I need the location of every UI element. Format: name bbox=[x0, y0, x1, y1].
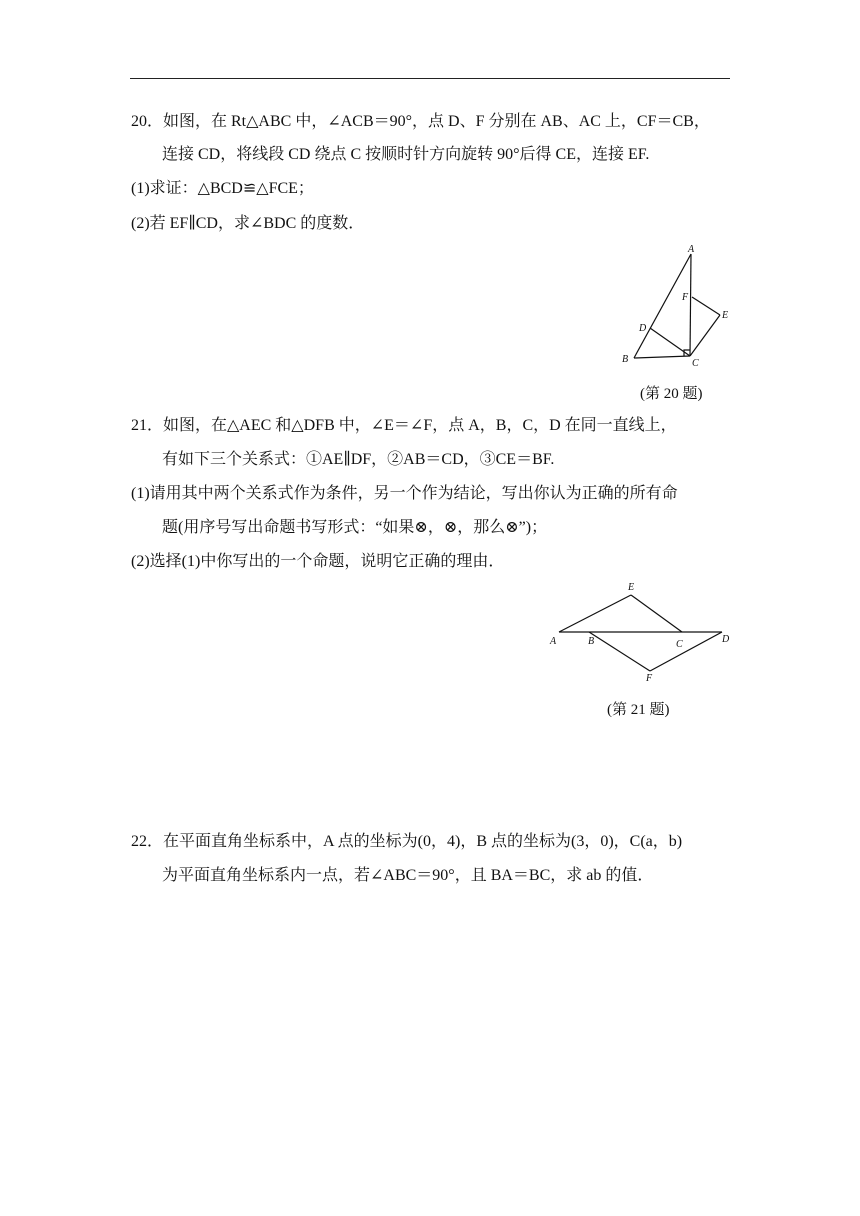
q20-label-d: D bbox=[639, 323, 647, 334]
q21-label-f: F bbox=[646, 673, 653, 684]
q21-part-1a: (1)请用其中两个关系式作为条件，另一个作为结论，写出你认为正确的所有命 bbox=[131, 485, 678, 502]
q21-label-a: A bbox=[550, 636, 557, 647]
q21-label-c: C bbox=[676, 639, 683, 650]
q20-figure bbox=[612, 242, 742, 372]
q21-label-e: E bbox=[628, 582, 635, 593]
q22-line-1: 22．在平面直角坐标系中，A 点的坐标为(0，4)，B 点的坐标为(3，0)，C(a，b) bbox=[131, 833, 683, 850]
q20-line-2: 连接 CD，将线段 CD 绕点 C 按顺时针方向旋转 90°后得 CE，连接 EF. bbox=[162, 146, 650, 163]
q21-line-1: 21．如图，在△AEC 和△DFB 中，∠E＝∠F，点 A，B，C，D 在同一直线上， bbox=[131, 417, 677, 434]
q20-caption: (第 20 题) bbox=[640, 386, 703, 402]
q21-label-d: D bbox=[722, 634, 730, 645]
q21-label-b: B bbox=[588, 636, 595, 647]
q21-part-1b: 题(用序号写出命题书写形式：“如果⊗，⊗，那么⊗”)； bbox=[162, 519, 548, 536]
q20-label-e: E bbox=[722, 310, 729, 321]
q20-part-2: (2)若 EF∥CD，求∠BDC 的度数． bbox=[131, 215, 365, 232]
q20-label-c: C bbox=[692, 358, 699, 369]
q21-figure bbox=[542, 578, 742, 686]
q21-part-2: (2)选择(1)中你写出的一个命题，说明它正确的理由． bbox=[131, 553, 505, 570]
q20-label-f: F bbox=[682, 292, 689, 303]
q20-label-b: B bbox=[622, 354, 629, 365]
q20-part-1: (1)求证：△BCD≌△FCE； bbox=[131, 180, 314, 197]
q22-line-2: 为平面直角坐标系内一点，若∠ABC＝90°，且 BA＝BC，求 ab 的值． bbox=[162, 867, 654, 884]
q21-caption: (第 21 题) bbox=[607, 702, 670, 718]
top-rule bbox=[130, 78, 730, 79]
q20-line-1: 20．如图，在 Rt△ABC 中，∠ACB＝90°，点 D、F 分别在 AB、AC 上，CF＝CB， bbox=[131, 113, 710, 130]
q21-line-2: 有如下三个关系式：①AE∥DF，②AB＝CD，③CE＝BF. bbox=[162, 451, 555, 468]
q20-label-a: A bbox=[688, 244, 695, 255]
